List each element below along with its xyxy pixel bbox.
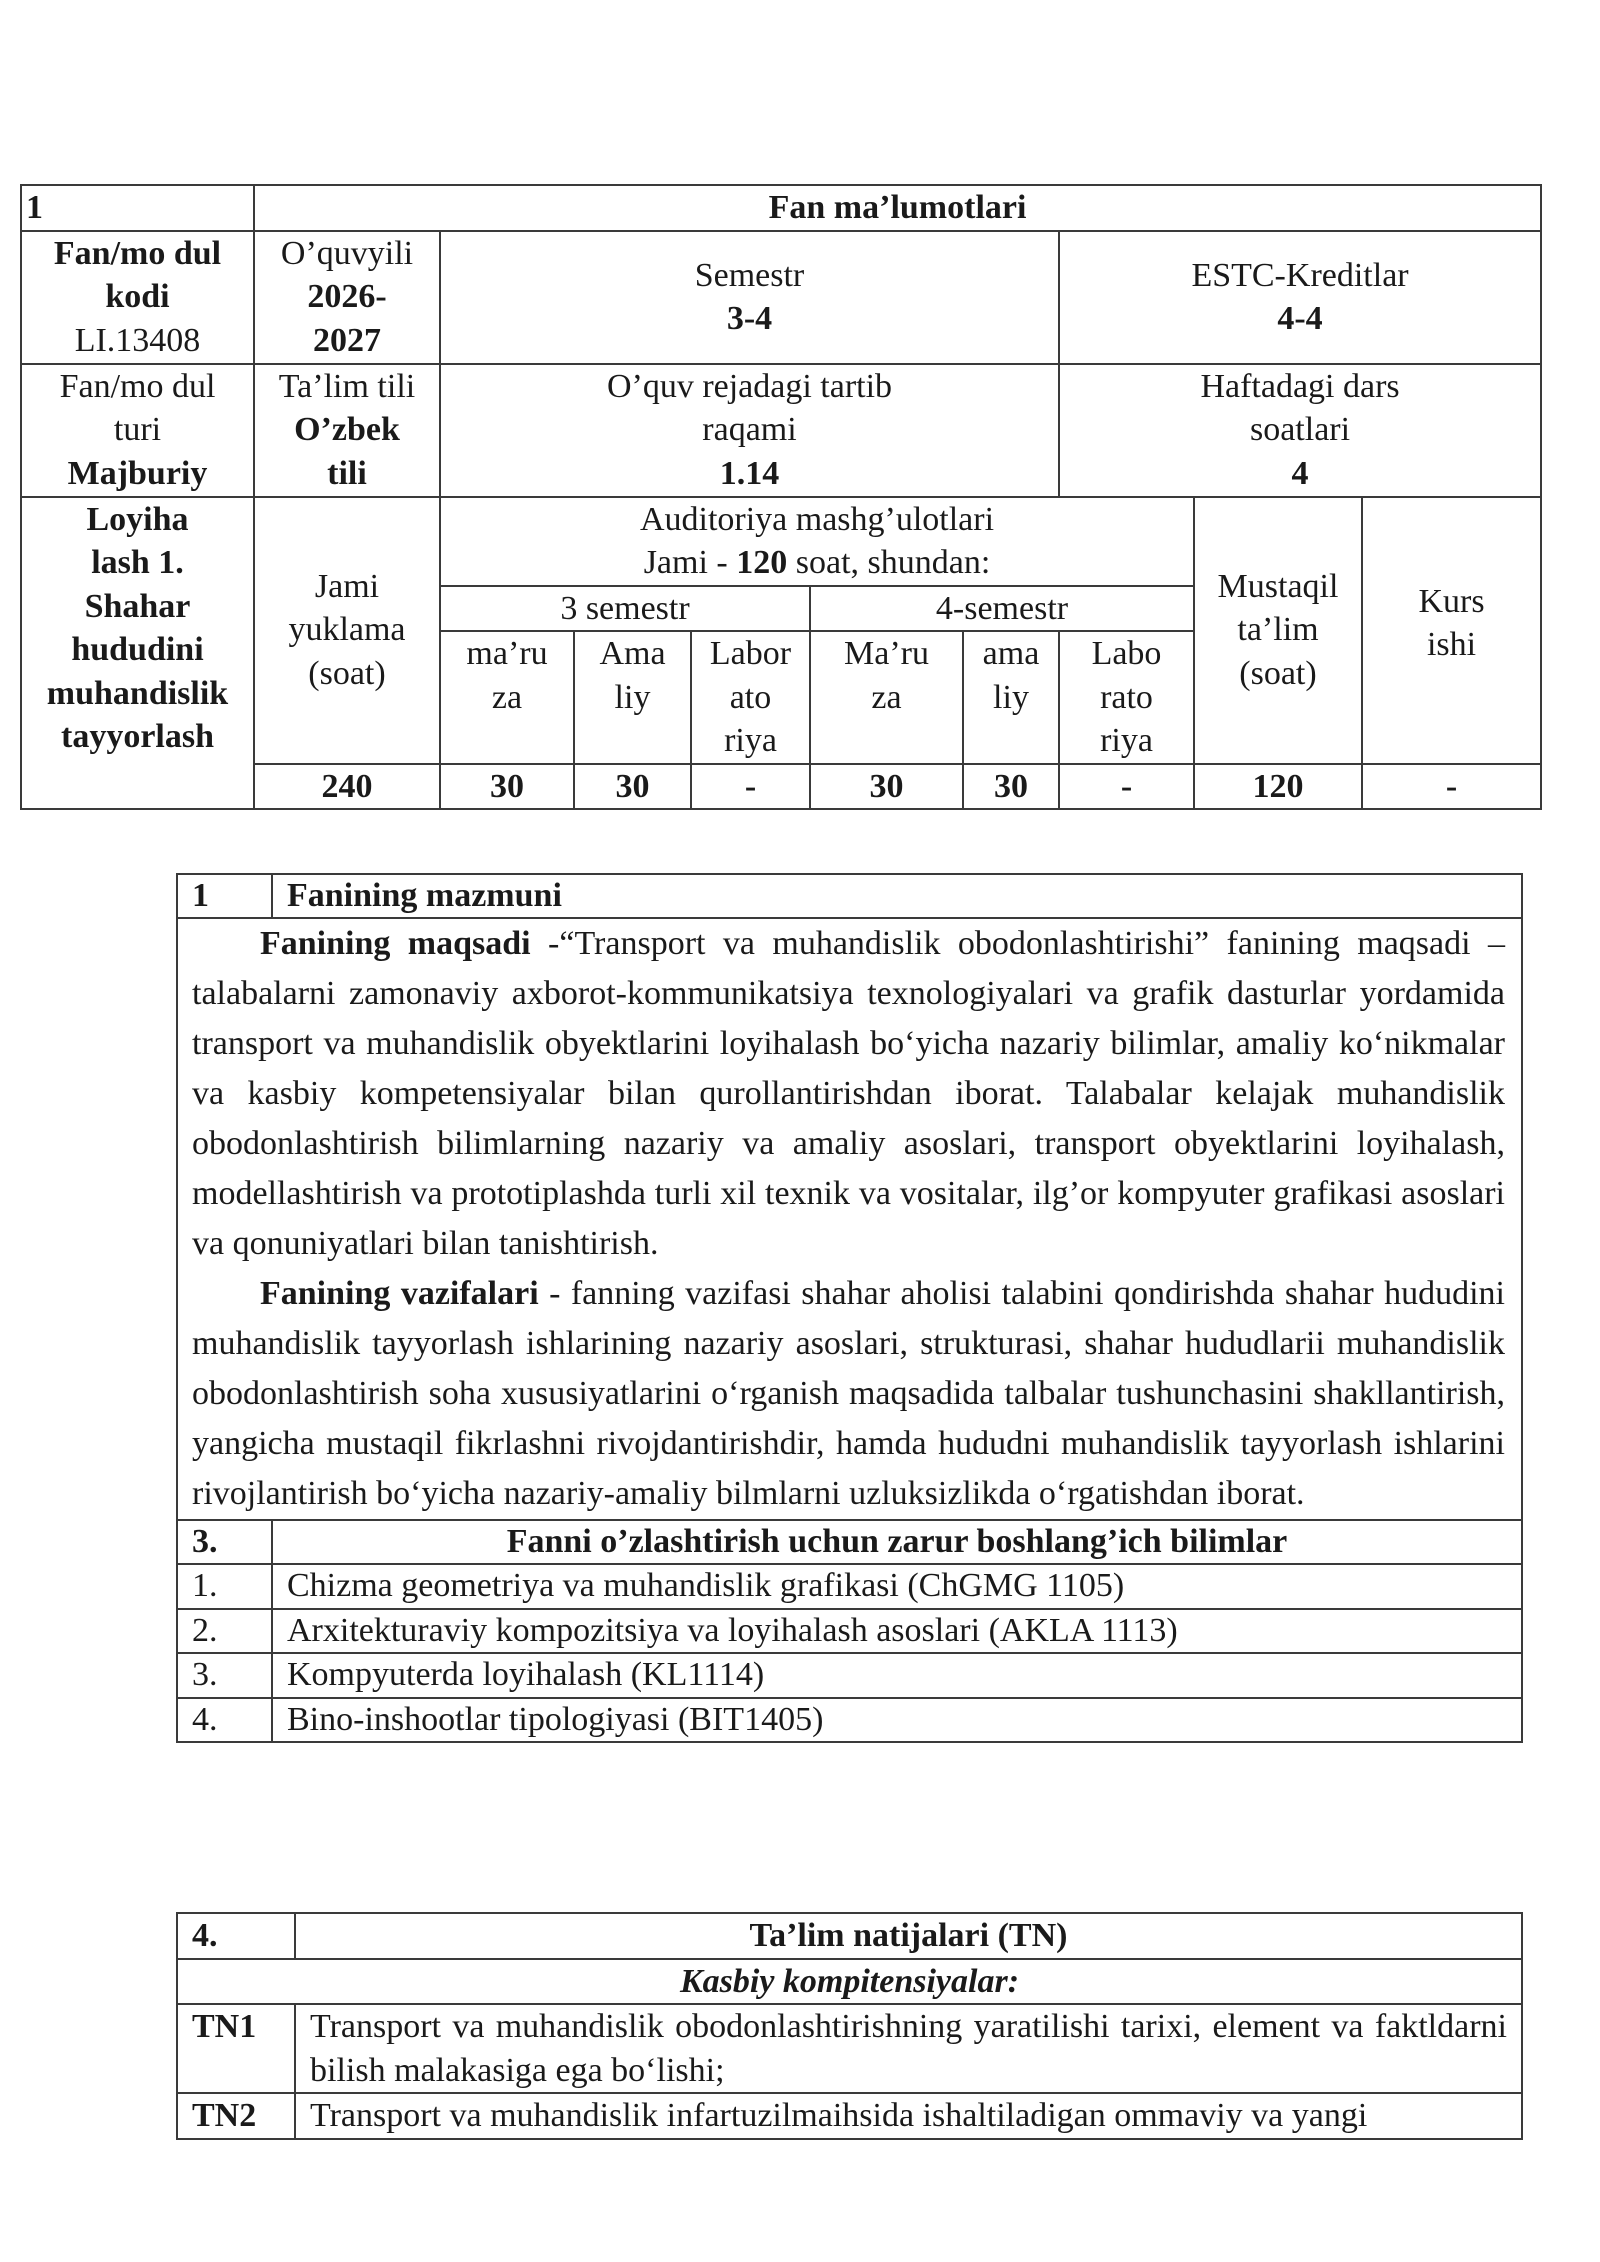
practice-3-header: Ama liy — [574, 631, 691, 764]
label: soatlari — [1249, 411, 1351, 449]
label: ESTC-Kreditlar — [1191, 256, 1409, 294]
academic-year-cell — [254, 231, 440, 364]
outcome-row — [177, 2093, 1522, 2139]
label: Semestr — [694, 256, 805, 294]
hours-value: 240 — [254, 764, 440, 810]
outcome-row — [177, 2004, 1522, 2093]
label: O’quv rejadagi tartib — [606, 367, 893, 405]
outcome-code: TN1 — [177, 2004, 295, 2093]
hours-value: 30 — [440, 764, 574, 810]
hours-value: 30 — [574, 764, 691, 810]
label: (soat) — [308, 654, 386, 692]
course-tasks — [192, 1269, 1505, 1519]
hours-value: - — [1059, 764, 1194, 810]
item-text: Bino-inshootlar tipologiyasi (BIT1405) — [272, 1698, 1522, 1743]
label: yuklama — [288, 611, 406, 649]
prereq-number: 3. — [177, 1520, 272, 1564]
list-item — [177, 1609, 1522, 1654]
learning-outcomes-table — [176, 1912, 1523, 2140]
course-type-cell — [21, 364, 254, 497]
subsection-title: Kasbiy kompitensiyalar: — [177, 1959, 1522, 2005]
aim-text: -“Transport va muhandislik obodonlashtirishi” fanining maqsadi – talabalarni zamonaviy axborot-kommunikatsiya texnologiyalari va grafik dasturlar yordamida transport va muhandislik obyektlarini loyihalash bo‘yicha nazariy bilimlar, amaliy ko‘nikmalar va kasbiy kompetensiyalar bilan qurollantirishdan iborat. Talabalar kelajak muhandislik obodonlashtirish bilimlarning nazariy va amaliy asoslari, transport obyektlarini loyihalash, modellashtirish va prototiplashda turli xil texnik va vositalar, ilg’or kompyuter grafikasi asoslari va qonuniyatlari bilan tanishtirish. — [192, 925, 1505, 1262]
course-aim — [192, 919, 1505, 1269]
aim-label: Fanining maqsadi — [260, 925, 531, 962]
item-number: 4. — [177, 1698, 272, 1743]
value: 3-4 — [726, 300, 773, 337]
list-item — [177, 1653, 1522, 1698]
label: O’quvyili — [280, 234, 414, 272]
section-title: Fanining mazmuni — [272, 874, 1522, 918]
value: tili — [327, 454, 367, 492]
tasks-label: Fanining vazifalari — [260, 1275, 539, 1312]
list-item — [177, 1698, 1522, 1743]
value: 1.14 — [719, 454, 780, 492]
course-code: LI.13408 — [74, 321, 201, 359]
item-number: 3. — [177, 1653, 272, 1698]
hours-value: 120 — [1194, 764, 1362, 810]
section-number: 4. — [177, 1913, 295, 1959]
hours-value: - — [691, 764, 810, 810]
section-number: 1 — [177, 874, 272, 918]
value: 2027 — [313, 321, 381, 359]
value: 4 — [1291, 454, 1309, 492]
lecture-4-header: Ma’ru za — [810, 631, 963, 764]
weekly-hours-cell — [1059, 364, 1541, 497]
label: Auditoriya mashg’ulotlari — [639, 500, 995, 538]
text-line: muhandislik — [46, 674, 229, 712]
list-item — [177, 1564, 1522, 1609]
course-info-table — [20, 184, 1542, 810]
value: Majburiy — [67, 454, 208, 492]
label: Jami — [314, 567, 380, 605]
semester-4-header: 4-semestr — [810, 586, 1194, 632]
label: Mustaqil — [1217, 567, 1339, 605]
auditorium-header — [440, 497, 1194, 586]
hours-value: - — [1362, 764, 1541, 810]
item-text: Arxitekturaviy kompozitsiya va loyihalash asoslari (AKLA 1113) — [272, 1609, 1522, 1654]
label: turi — [113, 411, 162, 449]
section-number: 1 — [21, 185, 254, 231]
section-title: Fan ma’lumotlari — [254, 185, 1541, 231]
text-line: hududini — [71, 631, 204, 668]
text-line: Loyiha — [86, 500, 189, 538]
credits-cell — [1059, 231, 1541, 364]
tasks-text: - fanning vazifasi shahar aholisi talabini qondirishda shahar hududini muhandislik tayyorlash ishlarining nazariy asoslari, strukturasi, shahar hududlarii muhandislik obodonlashtirish soha xususiyatlarini o‘rganish maqsadida talbalar tushunchasini shakllantirish, yangicha mustaqil fikrlashni rivojdantirishdir, hamda hududni muhandislik tayyorlash ishlarini rivojlantirish bo‘yicha nazariy-amaliy bilmlarni uzluksizlikda o‘rgatishdan iborat. — [192, 1275, 1505, 1512]
text-line: Shahar — [84, 587, 191, 625]
item-number: 2. — [177, 1609, 272, 1654]
item-text: Kompyuterda loyihalash (KL1114) — [272, 1653, 1522, 1698]
course-name-cell — [21, 497, 254, 810]
outcome-code: TN2 — [177, 2093, 295, 2139]
item-number: 1. — [177, 1564, 272, 1609]
value: 2026- — [307, 278, 387, 316]
label: Haftadagi dars — [1200, 367, 1400, 405]
semester-cell — [440, 231, 1059, 364]
course-description — [177, 918, 1522, 1520]
value: O’zbek — [294, 411, 400, 449]
label: Fan/mo dul — [59, 367, 216, 405]
course-work-header — [1362, 497, 1541, 764]
label: kodi — [105, 278, 170, 316]
label: Fan/mo dul — [53, 234, 222, 272]
label: raqami — [702, 411, 797, 449]
independent-study-header — [1194, 497, 1362, 764]
semester-3-header: 3 semestr — [440, 586, 810, 632]
language-cell — [254, 364, 440, 497]
practice-4-header: ama liy — [963, 631, 1059, 764]
text-line: lash 1. — [91, 544, 184, 581]
text-line: tayyorlash — [61, 718, 214, 755]
outcome-text: Transport va muhandislik obodonlashtirishning yaratilishi tarixi, element va faktldarni bilish malakasiga ega bo‘lishi; — [295, 2004, 1522, 2093]
auditorium-total: Jami - 120 soat, shundan: — [643, 544, 991, 581]
hours-value: 30 — [810, 764, 963, 810]
lab-3-header: Labor ato riya — [691, 631, 810, 764]
lab-4-header: Labo rato riya — [1059, 631, 1194, 764]
outcome-text: Transport va muhandislik infartuzilmaihsida ishaltiladigan ommaviy va yangi — [295, 2093, 1522, 2139]
value: 4-4 — [1277, 300, 1323, 337]
label: ishi — [1426, 626, 1477, 663]
label: (soat) — [1239, 654, 1317, 692]
hours-value: 30 — [963, 764, 1059, 810]
prereq-title: Fanni o’zlashtirish uchun zarur boshlang’ich bilimlar — [272, 1520, 1522, 1564]
course-content-table — [176, 873, 1523, 1743]
section-title: Ta’lim natijalari (TN) — [295, 1913, 1522, 1959]
order-number-cell — [440, 364, 1059, 497]
label: Kurs — [1418, 582, 1485, 620]
label: ta’lim — [1237, 611, 1319, 649]
total-load-header — [254, 497, 440, 764]
lecture-3-header: ma’ru za — [440, 631, 574, 764]
label: Ta’lim tili — [278, 367, 416, 405]
course-code-cell — [21, 231, 254, 364]
item-text: Chizma geometriya va muhandislik grafikasi (ChGMG 1105) — [272, 1564, 1522, 1609]
